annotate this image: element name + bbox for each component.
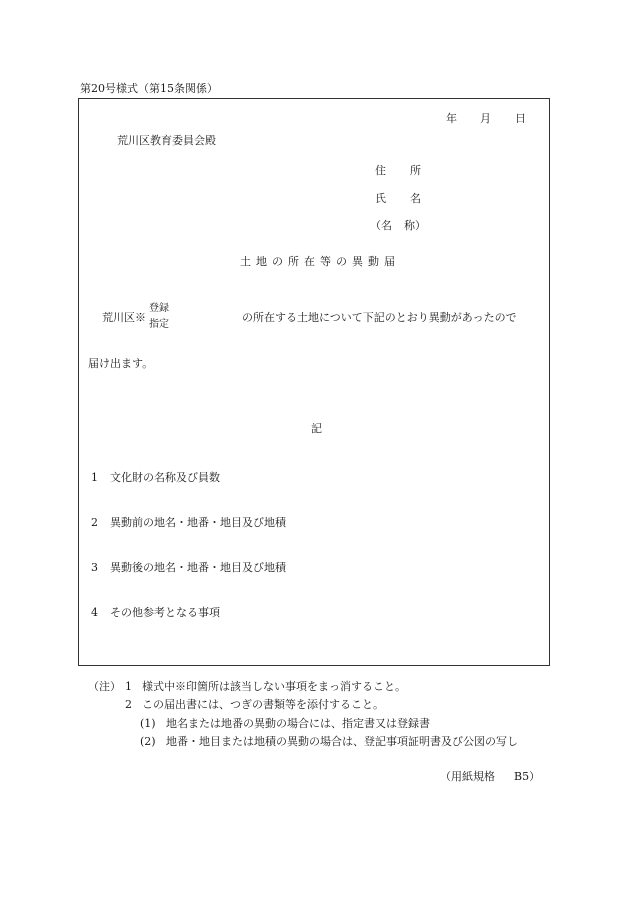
subnote-text: 地名または地番の異動の場合には、指定書又は登録書 (166, 717, 430, 730)
address-label-1: 住 (375, 164, 386, 177)
body-prefix: 荒川区※ (102, 311, 146, 324)
body-option-designated: 指定 (149, 319, 169, 330)
name-label-1: 氏 (375, 192, 386, 205)
item-text: 異動前の地名・地番・地目及び地積 (110, 516, 286, 529)
paper-size-label: （用紙規格 (440, 770, 495, 783)
form-frame (78, 98, 550, 666)
addressee: 荒川区教育委員会殿 (117, 134, 216, 147)
notes-label: （注） (88, 680, 121, 693)
note-text: 様式中※印箇所は該当しない事項をまっ消すること。 (142, 680, 406, 693)
note-number: 1 (125, 680, 132, 693)
item-text: 文化財の名称及び員数 (110, 471, 220, 484)
item-number: 2 (91, 516, 98, 529)
name-label-2: 名 (410, 192, 421, 205)
subnote-number: (1) (140, 717, 156, 730)
date-month: 月 (480, 112, 491, 125)
date-day: 日 (515, 112, 526, 125)
title-label-1: （名 (370, 219, 392, 232)
item-number: 1 (91, 471, 98, 484)
item-text: その他参考となる事項 (110, 606, 220, 619)
note-text: この届出書には、つぎの書類等を添付すること。 (142, 698, 384, 711)
document-title: 土地の所在等の異動届 (240, 255, 400, 268)
address-label-2: 所 (410, 164, 421, 177)
subnote-text: 地番・地目または地積の異動の場合は、登記事項証明書及び公図の写し (166, 735, 518, 748)
item-number: 3 (91, 561, 98, 574)
paper-size-value: B5） (514, 770, 541, 783)
item-number: 4 (91, 606, 98, 619)
date-year: 年 (446, 112, 457, 125)
body-line2: 届け出ます。 (88, 357, 154, 370)
item-text: 異動後の地名・地番・地目及び地積 (110, 561, 286, 574)
body-option-registered: 登録 (149, 303, 169, 314)
note-number: 2 (125, 698, 132, 711)
form-number: 第20号様式（第15条関係） (80, 82, 218, 95)
subnote-number: (2) (140, 735, 156, 748)
title-label-2: 称） (404, 219, 426, 232)
ki-heading: 記 (311, 422, 322, 435)
body-line1: の所在する土地について下記のとおり異動があったので (242, 311, 517, 324)
